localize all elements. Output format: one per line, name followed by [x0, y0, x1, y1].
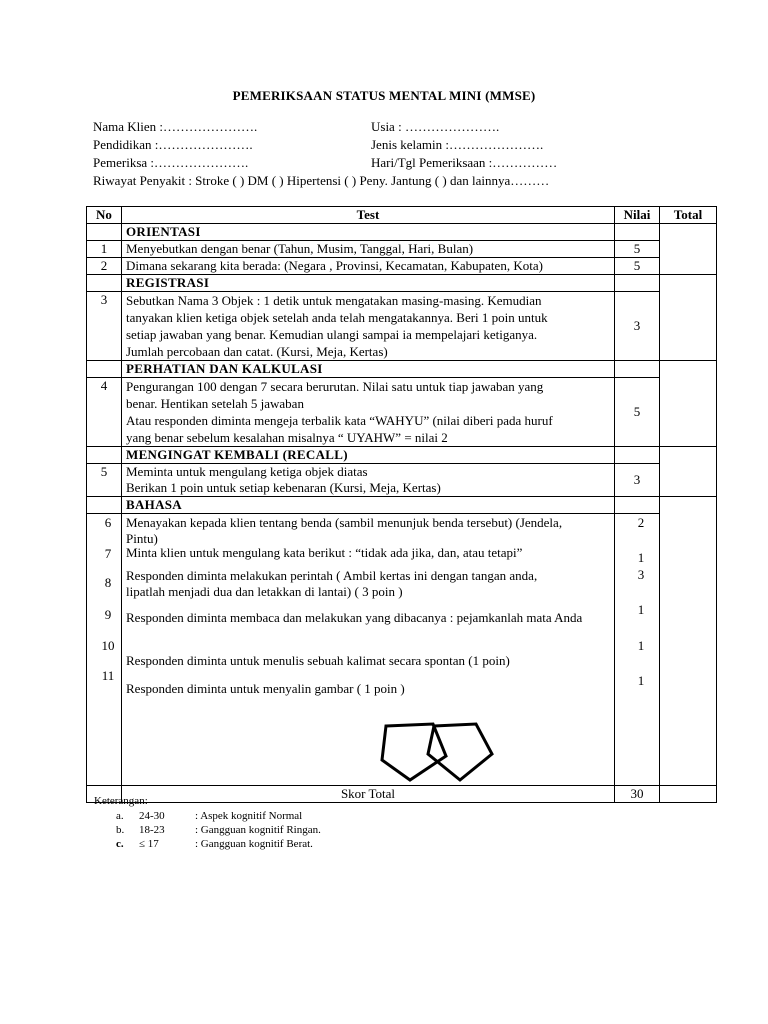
nama-klien-field: Nama Klien :…………………. [93, 119, 258, 134]
row-no: 1 [87, 241, 122, 258]
table-row [87, 464, 717, 497]
row-nilai: 2 [637, 515, 645, 530]
text-line: Responden diminta untuk menulis sebuah kalimat secara spontan (1 poin) [126, 653, 510, 668]
row-test [122, 292, 615, 361]
hari-tgl-field: Hari/Tgl Pemeriksaan :…………… [371, 155, 558, 170]
row-nilai: 5 [615, 378, 660, 447]
row-test [122, 378, 615, 447]
row-test: Dimana sekarang kita berada: (Negara , Provinsi, Kecamatan, Kabupaten, Kota) [122, 258, 615, 275]
row-nilai: 1 [637, 602, 645, 617]
keterangan-range: 18-23 [139, 824, 165, 836]
table-header-row [87, 207, 717, 224]
keterangan-title: Keterangan: [94, 795, 148, 807]
skor-total-row [87, 786, 717, 803]
row-no: 3 [87, 292, 122, 361]
text-line: Jumlah percobaan dan catat. (Kursi, Meja, Kertas) [126, 344, 388, 359]
header-test: Test [122, 207, 615, 224]
text-line: Responden diminta melakukan perintah ( Ambil kertas ini dengan tangan anda, lipatlah menjadi dua dan letakkan di lantai) ( 3 poin ) [126, 568, 538, 599]
row-test [122, 514, 615, 786]
keterangan-letter: c. [116, 838, 124, 850]
row-nilai: 3 [615, 464, 660, 497]
row-no: 2 [87, 258, 122, 275]
row-nilai-list [615, 514, 660, 786]
section-recall [87, 447, 717, 464]
table-row [87, 292, 717, 361]
header-no: No [87, 207, 122, 224]
row-no: 8 [104, 575, 112, 590]
text-line: Berikan 1 poin untuk setiap kebenaran (Kursi, Meja, Kertas) [126, 480, 441, 495]
text-line: setiap jawaban yang benar. Kemudian ulangi sampai ia mempelajari ketiganya. [126, 327, 538, 342]
section-title: BAHASA [122, 497, 615, 514]
section-title: PERHATIAN DAN KALKULASI [122, 361, 615, 378]
text-line: Minta klien untuk mengulang kata berikut : “tidak ada jika, dan, atau tetapi” [126, 545, 523, 560]
header-nilai: Nilai [615, 207, 660, 224]
row-no: 6 [104, 515, 112, 530]
row-nilai: 1 [637, 550, 645, 565]
intersecting-pentagons-figure [376, 716, 506, 784]
row-nilai: 1 [637, 638, 645, 653]
row-no: 4 [87, 378, 122, 447]
keterangan-desc: : Gangguan kognitif Ringan. [195, 824, 321, 836]
keterangan-letter: a. [116, 810, 124, 822]
section-title: REGISTRASI [122, 275, 615, 292]
pemeriksa-field: Pemeriksa :…………………. [93, 155, 249, 170]
jenis-kelamin-field: Jenis kelamin :…………………. [371, 137, 544, 152]
row-test [122, 464, 615, 497]
section-perhatian [87, 361, 717, 378]
text-line: Responden diminta membaca dan melakukan yang dibacanya : pejamkanlah mata Anda [126, 610, 583, 625]
row-nilai: 5 [615, 241, 660, 258]
table-row [87, 258, 717, 275]
text-line: Sebutkan Nama 3 Objek : 1 detik untuk mengatakan masing-masing. Kemudian [126, 293, 542, 308]
page-title: PEMERIKSAAN STATUS MENTAL MINI (MMSE) [232, 88, 536, 103]
table-row [87, 378, 717, 447]
row-nilai: 5 [615, 258, 660, 275]
table-row [87, 241, 717, 258]
skor-total-label: Skor Total [122, 786, 615, 803]
section-bahasa [87, 497, 717, 514]
text-line: yang benar sebelum kesalahan misalnya “ UYAHW” = nilai 2 [126, 430, 448, 445]
row-nilai: 3 [615, 292, 660, 361]
section-registrasi [87, 275, 717, 292]
row-no-list [87, 514, 122, 786]
mmse-table [86, 206, 717, 803]
skor-total-nilai: 30 [615, 786, 660, 803]
section-title: MENGINGAT KEMBALI (RECALL) [122, 447, 615, 464]
keterangan-desc: : Aspek kognitif Normal [195, 810, 303, 822]
keterangan-desc: : Gangguan kognitif Berat. [195, 838, 313, 850]
row-test: Menyebutkan dengan benar (Tahun, Musim, Tanggal, Hari, Bulan) [122, 241, 615, 258]
section-orientasi [87, 224, 717, 241]
pendidikan-field: Pendidikan :…………………. [93, 137, 253, 152]
keterangan-range: ≤ 17 [139, 838, 159, 850]
row-no: 11 [101, 668, 115, 683]
row-nilai: 1 [637, 673, 645, 688]
row-nilai: 3 [637, 567, 645, 582]
section-title: ORIENTASI [122, 224, 615, 241]
keterangan-range: 24-30 [139, 810, 165, 822]
text-line: benar. Hentikan setelah 5 jawaban [126, 396, 304, 411]
header-total: Total [660, 207, 717, 224]
row-no: 10 [101, 638, 115, 653]
keterangan-letter: b. [116, 824, 125, 836]
text-line: Meminta untuk mengulang ketiga objek diatas [126, 464, 368, 479]
text-line: Menayakan kepada klien tentang benda (sambil menunjuk benda tersebut) (Jendela, Pintu) [126, 515, 563, 546]
row-no: 5 [87, 464, 122, 497]
table-row [87, 514, 717, 786]
pentagon-left [382, 724, 446, 780]
text-line: Pengurangan 100 dengan 7 secara berurutan. Nilai satu untuk tiap jawaban yang [126, 379, 544, 394]
text-line: tanyakan klien ketiga objek setelah anda telah mengatakannya. Beri 1 poin untuk [126, 310, 548, 325]
row-no: 9 [104, 607, 112, 622]
row-no: 7 [104, 546, 112, 561]
text-line: Atau responden diminta mengeja terbalik kata “WAHYU” (nilai diberi pada huruf [126, 413, 553, 428]
usia-field: Usia : …………………. [371, 119, 500, 134]
riwayat-penyakit-field: Riwayat Penyakit : Stroke ( ) DM ( ) Hipertensi ( ) Peny. Jantung ( ) dan lainnya……… [93, 173, 550, 188]
text-line: Responden diminta untuk menyalin gambar ( 1 poin ) [126, 681, 405, 696]
